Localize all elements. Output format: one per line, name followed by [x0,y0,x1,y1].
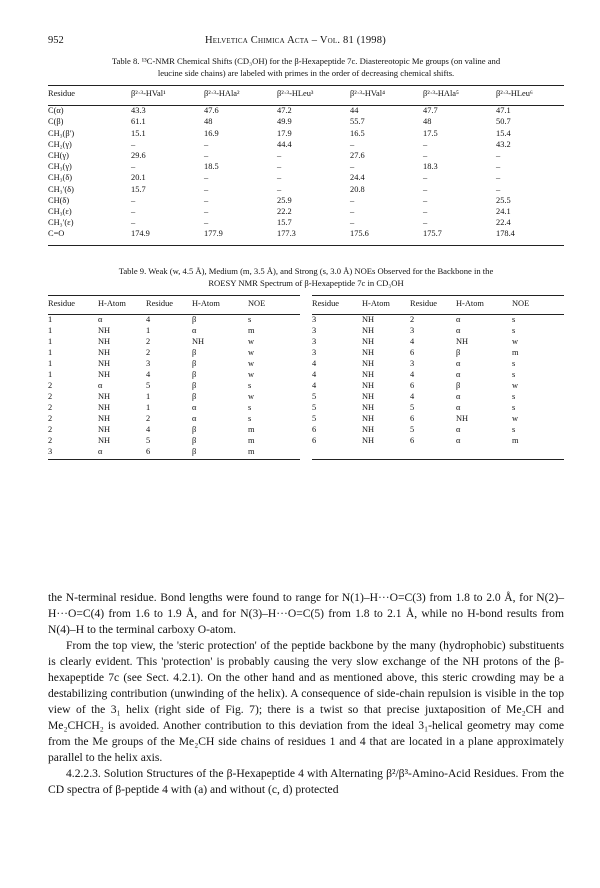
table8-row [48,217,564,228]
table8-row [48,195,564,206]
table8-cell: 25.5 [496,195,511,205]
table8-cell: – [131,218,136,228]
table9-cell: 2 [48,381,53,390]
table8-cell: CH₂(γ) [48,139,72,149]
table9-right-header-row [312,298,564,309]
table9-cell: α [456,326,461,335]
paragraph-1: the N-terminal residue. Bond lengths were found to range for N(1)–H···O=C(3) from 1.8 to 2.0 Å, for N(2)–H···O=C(4) from 1.6 to 1.9 Å, and for N(3)–H···O=C(5) from 1.8 to 2.1 Å, while no H-bond results from N(4)–H to the terminal carboxy O-atom. [48,591,564,636]
table8-cell: C=O [48,229,65,239]
table8-cell: 177.3 [277,229,296,239]
table9-cell: 6 [312,425,317,434]
table9-cell: α [192,414,197,423]
table9-right [312,298,564,446]
table8-cell: C(β) [48,117,64,127]
table9-cell: 3 [146,359,151,368]
table8-cell: – [131,162,136,172]
table8-cell: – [204,184,209,194]
table8-header-cell: β²·³-HLeu³ [277,89,314,99]
table8-header-cell: β²·³-HAla⁵ [423,89,459,99]
table9-cell: 1 [48,370,53,379]
table9-cell: w [512,381,519,390]
table8-cell: 175.7 [423,229,442,239]
table9-cell: 5 [410,425,415,434]
table9-cell: w [248,337,255,346]
table9-row [48,413,300,424]
table8-cell: – [496,162,501,172]
table8-body [48,105,564,239]
table8-cell: 49.9 [277,117,292,127]
table8-cell: – [496,184,501,194]
table9-cell: 2 [146,348,151,357]
table9-row [48,446,300,457]
table9-cell: 3 [48,447,53,456]
table8-cell: – [204,173,209,183]
table9-cell: NH [98,425,111,434]
table8-cell: – [423,184,428,194]
table9-row [48,424,300,435]
table9-cell: w [248,359,255,368]
table9-cell: NH [456,337,469,346]
table9-cell: 3 [312,315,317,324]
table9-cell: β [192,381,197,390]
table9-header-cell: Residue [48,299,75,308]
paragraph-2: From the top view, the 'steric protection' of the peptide backbone by the many (hydrophobic) substituents is clearly evident. This 'protection' is probably causing the very slow exchange of the NH protons of the β-hexapeptide 7c (see Sect. 4.2.1). On the other hand and as mentioned above, this steric crowding may be a destabilizing contribution (unwinding of the helix). A consequence of side-chain repulsion is visible in the top view of the 3₁ helix (right side of Fig. 7); there is a twist so that precise juxtaposition of Me₂CH and Me₂CHCH₂ is avoided. Another contribution to this deviation from the ideal 3₁-helical geometry may come from the Me groups of the Me₂CH side chains of residues 1 and 4 that are located in a plane approximately parallel to the helix axis. [48,639,564,764]
table9-cell: 2 [48,414,53,423]
table9-cell: NH [362,326,375,335]
table9-row [312,336,564,347]
table9-row [312,413,564,424]
table8-cell: – [204,218,209,228]
table8-cell: 43.3 [131,106,146,116]
table8-cell: – [423,151,428,161]
table9-cell: 2 [410,315,415,324]
table8-row [48,184,564,195]
table8-header-cell: β²·³-HVal¹ [131,89,166,99]
table9-cell: NH [362,425,375,434]
table9-row [48,347,300,358]
table9-cell: NH [98,359,111,368]
table9-header-cell: H-Atom [362,299,390,308]
table9-cell: NH [98,326,111,335]
table9-row [312,325,564,336]
table8-cell: 47.6 [204,106,219,116]
table9-cell: 6 [410,348,415,357]
table9-cell: NH [362,436,375,445]
table8-cell: CH(δ) [48,195,70,205]
table9-cell: 3 [312,348,317,357]
table9-cell: s [248,381,252,390]
table9-cell: 5 [410,403,415,412]
table8-cell: 43.2 [496,139,511,149]
table9-cell: β [192,370,197,379]
table9-cell: α [98,381,103,390]
table9-cell: NH [362,348,375,357]
table8-cell: 17.9 [277,128,292,138]
table8-cell: CH₃(ε) [48,206,72,216]
table9-cell: 4 [410,337,415,346]
table9-cell: β [192,348,197,357]
table8-cell: – [131,139,136,149]
table9-header-cell: Residue [312,299,339,308]
table8-row [48,228,564,239]
table9-row [312,358,564,369]
table8-cell: 47.2 [277,106,292,116]
table8-cell: – [204,206,209,216]
table9-cell: s [512,359,516,368]
table9-row [48,369,300,380]
table8-cell: 24.4 [350,173,365,183]
table8-header-cell: β²·³-HVal⁴ [350,89,385,99]
table9-cell: NH [98,403,111,412]
table9-cell: w [248,370,255,379]
table9-caption [48,265,564,289]
table9-cell: 2 [146,337,151,346]
table9-cell: 4 [410,370,415,379]
table9-cell: 1 [48,359,53,368]
table9-cell: 4 [312,381,317,390]
table9-cell: α [456,359,461,368]
table9-cell: 2 [48,392,53,401]
table9-left [48,298,300,457]
table9-cell: 1 [48,315,53,324]
table9-row [312,424,564,435]
table8-cell: 16.5 [350,128,365,138]
table8-cell: 18.3 [423,162,438,172]
table8-cell: 55.7 [350,117,365,127]
table9-cell: β [192,315,197,324]
table9-cell: β [456,348,461,357]
table9-cell: 4 [410,392,415,401]
table9-cell: NH [362,315,375,324]
table9-header-cell: H-Atom [456,299,484,308]
table8-cell: – [131,206,136,216]
table8-cell: 174.9 [131,229,150,239]
table9-cell: α [456,425,461,434]
table8-bottom-rule [48,245,564,246]
table9-row [312,380,564,391]
table9-cell: α [98,315,103,324]
table8-row [48,139,564,150]
table9-row [48,402,300,413]
table9-cell: s [248,315,252,324]
table9-cell: s [512,403,516,412]
table8-cell: 20.8 [350,184,365,194]
running-header: Helvetica Chimica Acta – Vol. 81 (1998) [205,35,386,46]
table9-cell: s [512,392,516,401]
table9-header-cell: NOE [248,299,266,308]
table9-row [48,314,300,325]
table9-row [312,391,564,402]
table9-cell: 2 [48,403,53,412]
table9-cell: α [456,370,461,379]
table9-cell: NH [98,348,111,357]
table9-row [312,314,564,325]
table9-cell: 6 [410,381,415,390]
table9-cell: 5 [312,414,317,423]
table9-cell: s [248,403,252,412]
table9-cell: α [98,447,103,456]
table9-cell: 3 [410,326,415,335]
table9-right-bottom-rule [312,459,564,460]
table8-cell: – [277,151,282,161]
table8-cell: 15.1 [131,128,146,138]
table8-header-cell: β²·³-HLeu⁶ [496,89,533,99]
table8-cell: 175.6 [350,229,369,239]
table9-cell: β [456,381,461,390]
table8-row [48,105,564,116]
table9-cell: NH [362,359,375,368]
table8-cell: 24.1 [496,206,511,216]
table8-cell: 47.1 [496,106,511,116]
table9-cell: NH [98,392,111,401]
table9-cell: NH [98,436,111,445]
table8-cell: – [423,218,428,228]
table9-cell: 4 [146,315,151,324]
table8-cell: 16.9 [204,128,219,138]
table8-header-cell: Residue [48,89,75,99]
table9-cell: 1 [146,326,151,335]
table8-cell: 17.5 [423,128,438,138]
table9-cell: 2 [146,414,151,423]
table9-cell: 6 [410,436,415,445]
table9-cell: NH [98,370,111,379]
table9-left-body [48,314,300,457]
table9-cell: α [192,326,197,335]
table9-cell: 1 [146,392,151,401]
table9-cell: s [248,414,252,423]
table9-cell: w [248,392,255,401]
table8-cell: 50.7 [496,117,511,127]
table9-cell: 6 [146,447,151,456]
table9-cell: NH [362,381,375,390]
table8-cell: – [423,195,428,205]
table8-cell: C(α) [48,106,64,116]
table8-caption-line1: Table 8. ¹³C-NMR Chemical Shifts (CD₃OH) for the β-Hexapeptide 7c. Diastereotopic Me groups (on valine and [111,56,501,66]
table8-cell: – [350,195,355,205]
table9-cell: m [248,447,255,456]
table8-cell: 48 [423,117,432,127]
table9-cell: 1 [146,403,151,412]
table8-cell: CH₃(γ) [48,162,72,172]
table8-cell: CH(γ) [48,151,69,161]
table9-cell: m [512,436,519,445]
table9-left-bottom-rule [48,459,300,460]
table8-row [48,206,564,217]
table8-cell: 22.2 [277,206,292,216]
table9-cell: NH [192,337,205,346]
table8-caption [48,55,564,79]
table9-cell: NH [456,414,469,423]
table9-cell: NH [362,370,375,379]
table8-cell: 20.1 [131,173,146,183]
table9-cell: NH [362,337,375,346]
table8-cell: 27.6 [350,151,365,161]
table8-cell: CH₃(β′) [48,128,75,138]
table9-cell: s [512,326,516,335]
table8-cell: 15.4 [496,128,511,138]
table9-cell: NH [362,392,375,401]
table9-cell: NH [362,403,375,412]
table9-cell: β [192,392,197,401]
table9-cell: 1 [48,348,53,357]
table8-cell: – [496,173,501,183]
table8-cell: – [496,151,501,161]
body-text [48,590,564,798]
table8-cell: 44.4 [277,139,292,149]
table8-cell: – [350,218,355,228]
table9-cell: β [192,359,197,368]
page-number: 952 [48,35,64,46]
table9-cell: α [456,315,461,324]
table8-cell: – [277,184,282,194]
table9-cell: 1 [48,326,53,335]
table9-caption-line2: ROESY NMR Spectrum of β-Hexapeptide 7c in CD₃OH [208,278,404,288]
table9-cell: 3 [312,337,317,346]
table9-cell: m [248,436,255,445]
table9-cell: w [512,414,519,423]
table8-cell: 48 [204,117,213,127]
table8-cell: 44 [350,106,359,116]
table9-row [312,347,564,358]
table9-cell: 5 [312,392,317,401]
table8-cell: 61.1 [131,117,146,127]
table9-cell: 4 [312,359,317,368]
table9-right-top-rule [312,295,564,296]
table9-cell: s [512,315,516,324]
table8-cell: – [277,162,282,172]
table8-row [48,128,564,139]
table8-cell: 47.7 [423,106,438,116]
table9-cell: 5 [312,403,317,412]
table9-left-top-rule [48,295,300,296]
table9-cell: 4 [312,370,317,379]
table9-row [312,369,564,380]
table9-row [312,402,564,413]
table9-caption-line1: Table 9. Weak (w, 4.5 Å), Medium (m, 3.5 Å), and Strong (s, 3.0 Å) NOEs Observed for the Backbone in the [118,266,494,276]
table8-cell: – [350,162,355,172]
table9-cell: 2 [48,436,53,445]
table9-cell: 6 [410,414,415,423]
table8-row [48,161,564,172]
table8-cell: – [131,195,136,205]
table9-cell: 4 [146,425,151,434]
table8-cell: 177.9 [204,229,223,239]
table8-cell: 15.7 [277,218,292,228]
table9-row [48,380,300,391]
table8-cell: 15.7 [131,184,146,194]
table9-cell: 1 [48,337,53,346]
table9-row [48,435,300,446]
table9-cell: s [512,370,516,379]
table8-cell: – [423,206,428,216]
table9-cell: 4 [146,370,151,379]
table8-cell: – [204,195,209,205]
table8-cell: CH₃(δ) [48,173,73,183]
table9-cell: s [512,425,516,434]
table9-cell: m [248,326,255,335]
table9-header-cell: Residue [410,299,437,308]
table9-row [48,336,300,347]
table9-header-cell: H-Atom [192,299,220,308]
table9-header-cell: NOE [512,299,530,308]
table9-cell: 2 [48,425,53,434]
table8-caption-line2: leucine side chains) are labeled with primes in the order of decreasing chemical shifts. [157,68,455,78]
table9-row [48,325,300,336]
table9-cell: 5 [146,436,151,445]
table8-row [48,172,564,183]
table8-row [48,116,564,127]
table8-cell: 29.6 [131,151,146,161]
table9-header-cell: Residue [146,299,173,308]
table9-cell: α [456,403,461,412]
table9-cell: α [456,392,461,401]
table9-left-header-row [48,298,300,309]
table8-header-row [48,88,564,99]
table9-cell: α [456,436,461,445]
table9-row [312,435,564,446]
table9-cell: β [192,447,197,456]
table9-header-cell: H-Atom [98,299,126,308]
table9-cell: α [192,403,197,412]
table9-cell: NH [98,414,111,423]
table8 [48,88,564,239]
table9-cell: 6 [312,436,317,445]
table8-cell: 178.4 [496,229,515,239]
table9-cell: m [512,348,519,357]
table8-cell: – [204,151,209,161]
table9-cell: β [192,436,197,445]
paragraph-3: 4.2.2.3. Solution Structures of the β-Hexapeptide 4 with Alternating β²/β³-Amino-Acid Residues. From the CD spectra of β-peptide 4 with (a) and without (c, d) protected [48,767,564,796]
table9-cell: β [192,425,197,434]
table9-cell: NH [362,414,375,423]
table9-cell: w [512,337,519,346]
table8-header-cell: β²·³-HAla² [204,89,240,99]
table8-row [48,150,564,161]
table8-cell: – [350,206,355,216]
table8-cell: 18.5 [204,162,219,172]
table9-right-body [312,314,564,446]
table9-cell: 3 [312,326,317,335]
table8-cell: CH₃′(δ) [48,184,74,194]
table9-cell: w [248,348,255,357]
table8-cell: – [204,139,209,149]
table8-top-rule [48,85,564,86]
table8-cell: – [350,139,355,149]
table8-cell: CH₃′(ε) [48,218,74,228]
table8-cell: – [423,173,428,183]
table9-cell: 5 [146,381,151,390]
table8-cell: – [277,173,282,183]
table9-row [48,391,300,402]
table9-cell: m [248,425,255,434]
table8-cell: 25.9 [277,195,292,205]
table9-cell: 3 [410,359,415,368]
table9-cell: NH [98,337,111,346]
table8-cell: 22.4 [496,218,511,228]
table9-row [48,358,300,369]
table8-cell: – [423,139,428,149]
